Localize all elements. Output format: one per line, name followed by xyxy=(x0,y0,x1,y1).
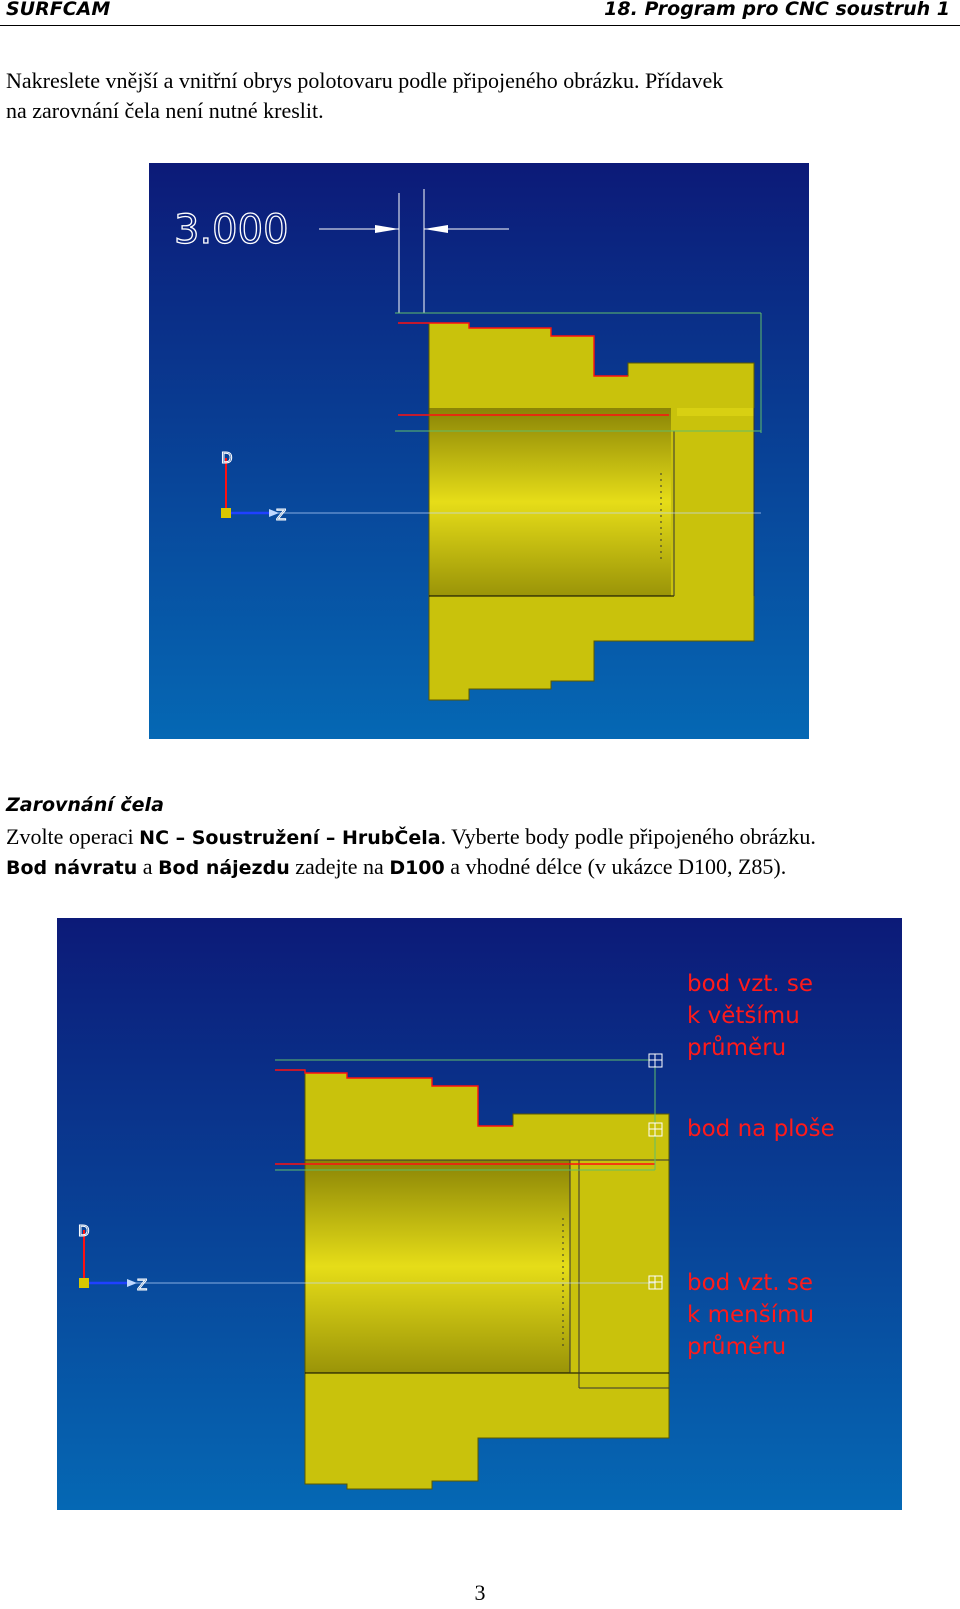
figure-part-drawing xyxy=(149,163,809,739)
page-number: 3 xyxy=(474,1580,486,1605)
intro-line-1: Nakreslete vnější a vnitřní obrys polotovaru podle připojeného obrázku. Přídavek xyxy=(6,68,724,93)
label-larger-diameter-3: průměru xyxy=(687,1035,787,1061)
label-smaller-diameter-1: bod vzt. se xyxy=(687,1270,814,1296)
axis-z-label-2: Z xyxy=(137,1276,148,1294)
intro-line-2: na zarovnání čela není nutné kreslit. xyxy=(6,98,324,123)
axis-d-label: D xyxy=(221,449,233,467)
section-heading: Zarovnání čela xyxy=(6,794,164,816)
label-smaller-diameter-3: průměru xyxy=(687,1334,787,1360)
label-larger-diameter-2: k většímu xyxy=(687,1003,800,1029)
header-chapter: 18. Program pro CNC soustruh 1 xyxy=(604,0,950,20)
label-larger-diameter-1: bod vzt. se xyxy=(687,971,814,997)
dimension-label: 3.000 xyxy=(174,207,289,253)
figure-face-points xyxy=(57,918,902,1510)
axis-z-label: Z xyxy=(276,506,287,524)
header-rule xyxy=(0,25,960,26)
label-smaller-diameter-2: k menšímu xyxy=(687,1302,815,1328)
axis-d-label-2: D xyxy=(78,1222,90,1240)
section-line-2: Bod návratu a Bod nájezdu zadejte na D100 a vhodné délce (v ukázce D100, Z85). xyxy=(6,854,787,879)
header-title: SURFCAM xyxy=(6,0,111,20)
page-header xyxy=(0,0,960,24)
section-line-1: Zvolte operaci NC – Soustružení – HrubČela. Vyberte body podle připojeného obrázku. xyxy=(6,824,816,849)
label-face-point: bod na ploše xyxy=(687,1116,835,1142)
